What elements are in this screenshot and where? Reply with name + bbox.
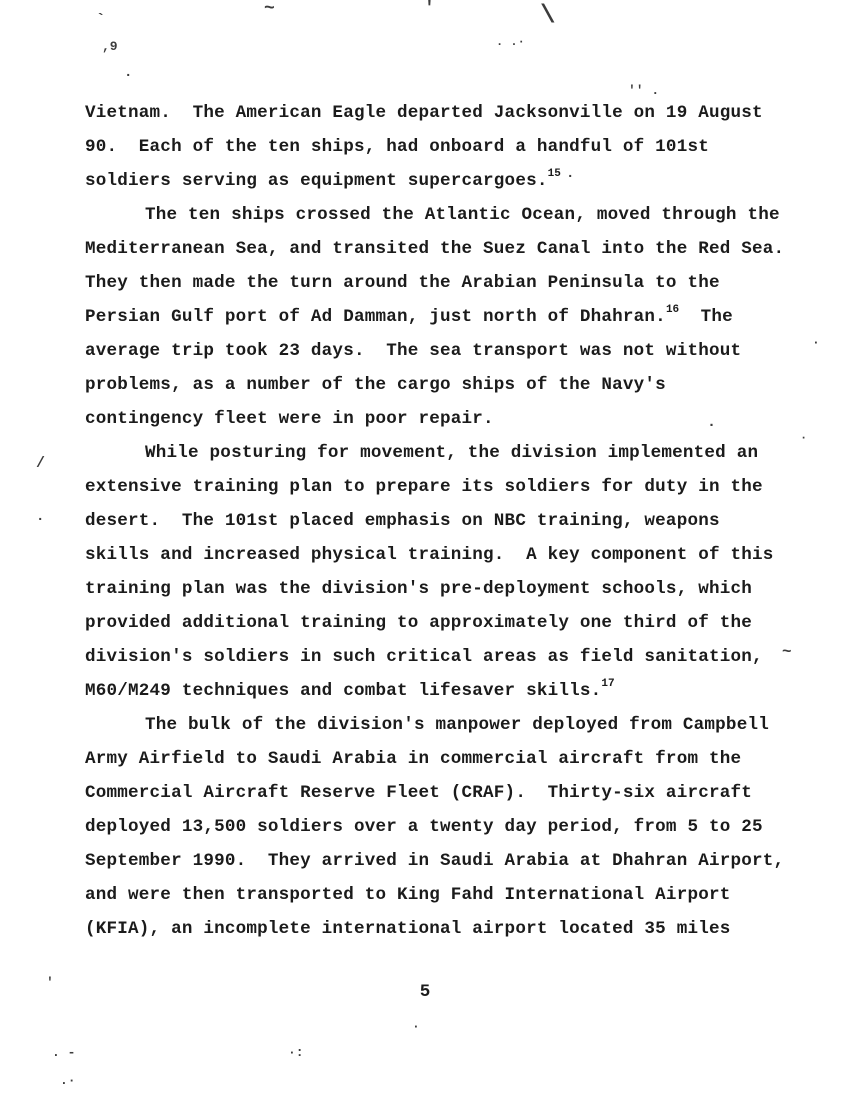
text-segment: Mediterranean Sea, and transited the Suez Canal into the Red Sea. [85,239,785,259]
scan-artifact: · [412,1019,420,1034]
text-segment: 90. Each of the ten ships, had onboard a handful of 101st [85,137,709,157]
text-line [85,810,805,844]
text-segment: The bulk of the division's manpower deployed from Campbell [145,715,769,735]
page-number: 5 [419,982,431,1002]
scan-artifact: · [812,335,820,350]
scan-artifact: ` [96,11,106,29]
text-line [85,130,805,164]
text-line [85,232,805,266]
text-segment: The [679,307,733,327]
text-segment: (KFIA), an incomplete international airport located 35 miles [85,919,731,939]
scan-artifact: .· [60,1073,76,1088]
scan-artifact: ~ [782,643,792,661]
text-segment: desert. The 101st placed emphasis on NBC training, weapons [85,511,720,531]
text-segment: soldiers serving as equipment supercargoes. [85,171,548,191]
scan-artifact: · [707,417,717,434]
text-segment: provided additional training to approximately one third of the [85,613,752,633]
scan-artifact: · [566,169,575,185]
text-segment: problems, as a number of the cargo ships of the Navy's [85,375,666,395]
text-line [85,164,805,198]
scan-artifact: . .· [496,35,525,49]
text-segment: deployed 13,500 soldiers over a twenty day period, from 5 to 25 [85,817,763,837]
text-segment: They then made the turn around the Arabian Peninsula to the [85,273,720,293]
scan-artifact: ·: [288,1045,304,1060]
footnote-reference: 17 [601,678,615,691]
text-line [85,368,805,402]
text-segment: Vietnam. The American Eagle departed Jacksonville on 19 August [85,103,763,123]
text-line [85,538,805,572]
footnote-reference: 16 [665,304,680,317]
scan-artifact: ' [424,0,435,19]
text-line [85,198,805,232]
text-line [85,572,805,606]
scan-artifact: ~ [264,0,275,19]
text-segment: average trip took 23 days. The sea transport was not without [85,341,742,361]
text-segment: Army Airfield to Saudi Arabia in commercial aircraft from the [85,749,742,769]
text-segment: and were then transported to King Fahd International Airport [85,885,731,905]
scan-artifact: . [124,65,133,81]
scan-artifact: ,9 [102,39,118,54]
text-line [85,912,805,946]
text-line [85,776,805,810]
text-line [85,436,805,470]
text-line [85,334,805,368]
footnote-reference: 15 [547,168,561,181]
text-line [85,504,805,538]
typewritten-text-body [85,96,808,946]
text-segment: extensive training plan to prepare its soldiers for duty in the [85,477,763,497]
scan-artifact: / [36,455,46,472]
text-segment: While posturing for movement, the division implemented an [145,443,759,463]
text-line [85,844,805,878]
text-line [85,266,805,300]
text-line [85,402,805,436]
scan-artifact: . [36,509,45,525]
text-line [85,606,805,640]
text-line [85,708,805,742]
text-segment: training plan was the division's pre-deployment schools, which [85,579,752,599]
text-line [85,674,805,708]
text-line [85,96,805,130]
text-segment: The ten ships crossed the Atlantic Ocean, moved through the [145,205,780,225]
scan-artifact: ' [46,975,54,990]
scan-artifact: '' . [628,83,660,98]
scan-artifact: \ [540,0,556,30]
text-segment: September 1990. They arrived in Saudi Arabia at Dhahran Airport, [85,851,785,871]
text-segment: Commercial Aircraft Reserve Fleet (CRAF). Thirty-six aircraft [85,783,752,803]
text-line [85,470,805,504]
scan-artifact: · [800,431,808,445]
text-segment: M60/M249 techniques and combat lifesaver skills. [85,681,602,701]
text-line [85,300,805,334]
text-segment: skills and increased physical training. A key component of this [85,545,774,565]
text-line [85,878,805,912]
text-segment: Persian Gulf port of Ad Damman, just north of Dhahran. [85,307,666,327]
scan-artifact: . - [52,1045,76,1060]
text-segment: division's soldiers in such critical areas as field sanitation, [85,647,763,667]
text-segment: contingency fleet were in poor repair. [85,409,494,429]
text-line [85,640,805,674]
text-line [85,742,805,776]
